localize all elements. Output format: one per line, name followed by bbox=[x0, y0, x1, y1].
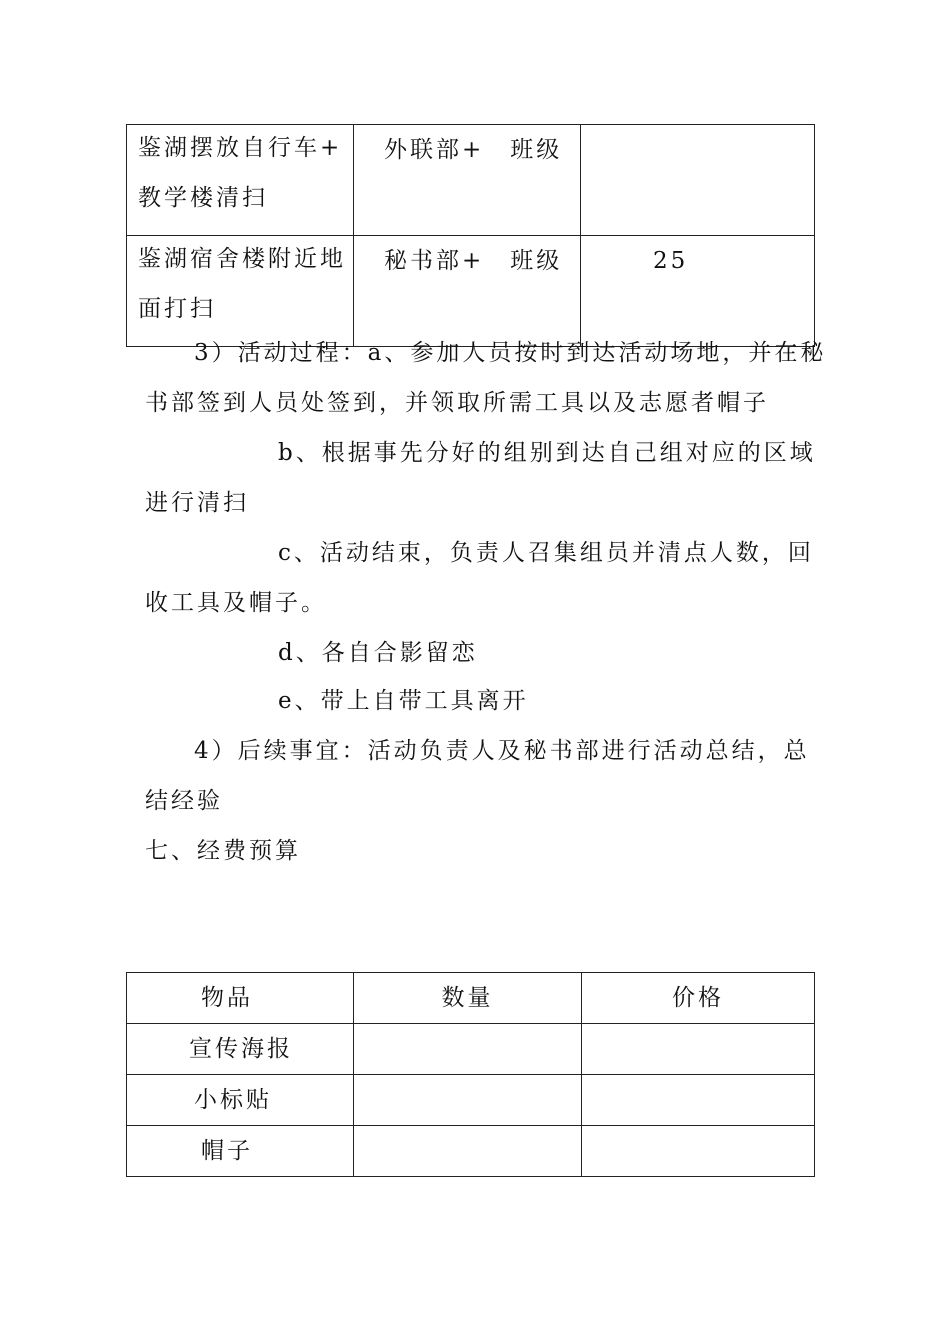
area-text-line1: 鉴湖宿舍楼附近地 bbox=[138, 246, 346, 272]
table-row bbox=[127, 125, 815, 236]
task-assignment-table bbox=[126, 124, 815, 347]
item-cell: 小标贴 bbox=[127, 1075, 354, 1126]
process-step3-line2: 书部签到人员处签到，并领取所需工具以及志愿者帽子 bbox=[145, 390, 769, 416]
table-row bbox=[127, 236, 815, 347]
process-c-line1: c、活动结束，负责人召集组员并清点人数，回 bbox=[278, 540, 814, 566]
price-cell bbox=[582, 1075, 815, 1126]
department-cell: 秘书部+ 班级 bbox=[354, 236, 581, 347]
area-text-line2: 教学楼清扫 bbox=[138, 185, 268, 211]
price-cell bbox=[582, 1024, 815, 1075]
process-b-line2: 进行清扫 bbox=[145, 490, 249, 516]
quantity-cell bbox=[354, 1126, 582, 1177]
item-cell: 帽子 bbox=[127, 1126, 354, 1177]
quantity-cell bbox=[354, 1024, 582, 1075]
followup-step4-line1: 4）后续事宜：活动负责人及秘书部进行活动总结，总 bbox=[194, 738, 810, 764]
process-e-line: e、带上自带工具离开 bbox=[278, 688, 529, 714]
item-cell: 宣传海报 bbox=[127, 1024, 354, 1075]
table-row bbox=[127, 1075, 815, 1126]
header-item: 物品 bbox=[127, 973, 354, 1024]
count-cell: 25 bbox=[581, 236, 815, 347]
price-cell bbox=[582, 1126, 815, 1177]
area-cell bbox=[127, 236, 354, 347]
area-text-line1: 鉴湖摆放自行车+ bbox=[138, 135, 343, 161]
department-cell: 外联部+ 班级 bbox=[354, 125, 581, 236]
process-step3-line1: 3）活动过程：a、参加人员按时到达活动场地，并在秘 bbox=[194, 340, 827, 366]
quantity-cell bbox=[354, 1075, 582, 1126]
table-row bbox=[127, 1024, 815, 1075]
table-header-row bbox=[127, 973, 815, 1024]
process-b-line1: b、根据事先分好的组别到达自己组对应的区域 bbox=[278, 440, 816, 466]
header-quantity: 数量 bbox=[354, 973, 582, 1024]
header-price: 价格 bbox=[582, 973, 815, 1024]
budget-heading: 七、经费预算 bbox=[145, 838, 301, 864]
area-text-line2: 面打扫 bbox=[138, 296, 216, 322]
process-c-line2: 收工具及帽子。 bbox=[145, 590, 327, 616]
process-d-line: d、各自合影留恋 bbox=[278, 640, 478, 666]
followup-step4-line2: 结经验 bbox=[145, 788, 223, 814]
area-cell bbox=[127, 125, 354, 236]
budget-table bbox=[126, 972, 815, 1177]
count-cell bbox=[581, 125, 815, 236]
table-row bbox=[127, 1126, 815, 1177]
